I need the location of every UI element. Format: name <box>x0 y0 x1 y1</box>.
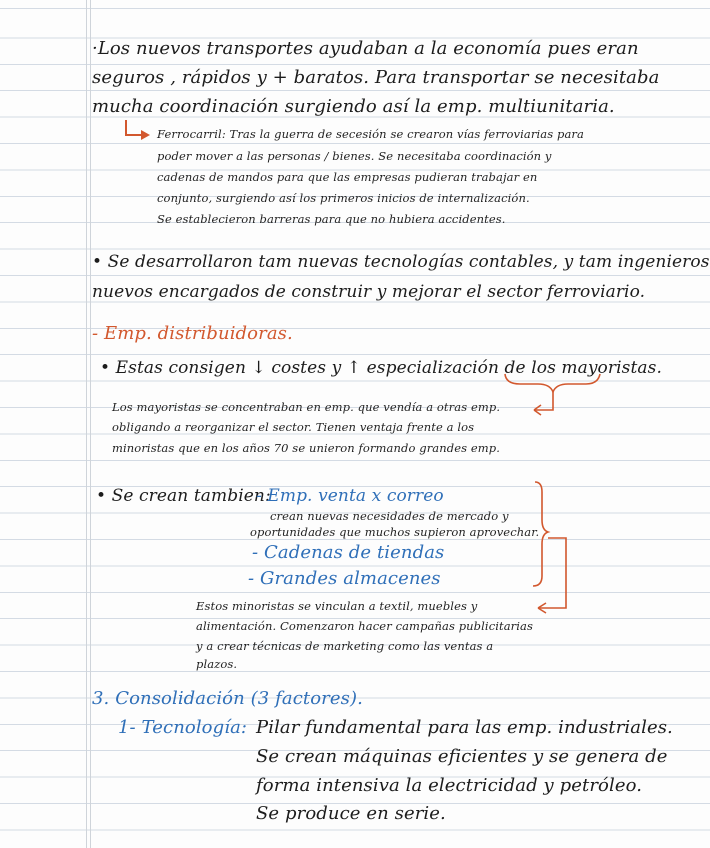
tambien-item-almacenes: - Grandes almacenes <box>248 568 441 589</box>
minoristas-line-3: y a crear técnicas de marketing como las ventas a <box>196 639 494 653</box>
distribuidoras-heading: - Emp. distribuidoras. <box>92 323 293 344</box>
list-brace-mark <box>533 482 548 586</box>
tambien-item-venta-correo: - Emp. venta x correo <box>256 486 444 506</box>
brace-mark <box>505 374 600 392</box>
mayoristas-line-1: Los mayoristas se concentraban en emp. que vendía a otras emp. <box>112 400 501 414</box>
transport-line-3: mucha coordinación surgiendo así la emp. multiunitaria. <box>92 96 615 117</box>
tecnologias-line-1: • Se desarrollaron tam nuevas tecnologías contables, y tam ingenieros <box>92 252 710 272</box>
minoristas-line-2: alimentación. Comenzaron hacer campañas publicitarias <box>196 619 534 633</box>
ferrocarril-line-3: cadenas de mandos para que las empresas pudieran trabajar en <box>157 170 538 184</box>
ferrocarril-line-1: Ferrocarril: Tras la guerra de secesión se crearon vías ferroviarias para <box>157 127 584 141</box>
tecnologias-line-2: nuevos encargados de construir y mejorar el sector ferroviario. <box>92 282 646 302</box>
minoristas-line-1: Estos minoristas se vinculan a textil, muebles y <box>196 599 478 613</box>
venta-correo-desc-1: crean nuevas necesidades de mercado y <box>270 509 509 523</box>
transport-line-1: ·Los nuevos transportes ayudaban a la economía pues eran <box>92 38 639 59</box>
consolidacion-heading: 3. Consolidación (3 factores). <box>92 688 363 709</box>
ferrocarril-line-2: poder mover a las personas / bienes. Se necesitaba coordinación y <box>157 149 552 163</box>
tecnologia-line-3: forma intensiva la electricidad y petróleo. <box>256 775 643 796</box>
tecnologia-line-2: Se crean máquinas eficientes y se genera de <box>256 746 668 767</box>
transport-line-2: seguros , rápidos y + baratos. Para transportar se necesitaba <box>92 67 660 88</box>
distribuidoras-line-1: • Estas consigen ↓ costes y ↑ especialización de los mayoristas. <box>100 358 662 378</box>
venta-correo-desc-2: oportunidades que muchos supieron aprovechar. <box>250 525 540 539</box>
mayoristas-line-2: obligando a reorganizar el sector. Tienen ventaja frente a los <box>112 420 475 434</box>
tecnologia-line-4: Se produce en serie. <box>256 803 446 824</box>
minoristas-line-4: plazos. <box>196 657 238 671</box>
ferrocarril-line-4: conjunto, surgiendo así los primeros inicios de internalización. <box>157 191 530 205</box>
tambien-item-cadenas: - Cadenas de tiendas <box>252 542 445 563</box>
tambien-lead: • Se crean tambien: <box>96 486 271 506</box>
tecnologia-subheading: 1- Tecnología: <box>118 717 248 738</box>
tecnologia-line-1: Pilar fundamental para las emp. industriales. <box>256 717 673 738</box>
mayoristas-line-3: minoristas que en los años 70 se unieron formando grandes emp. <box>112 441 501 455</box>
ferrocarril-line-5: Se establecieron barreras para que no hubiera accidentes. <box>157 212 506 226</box>
